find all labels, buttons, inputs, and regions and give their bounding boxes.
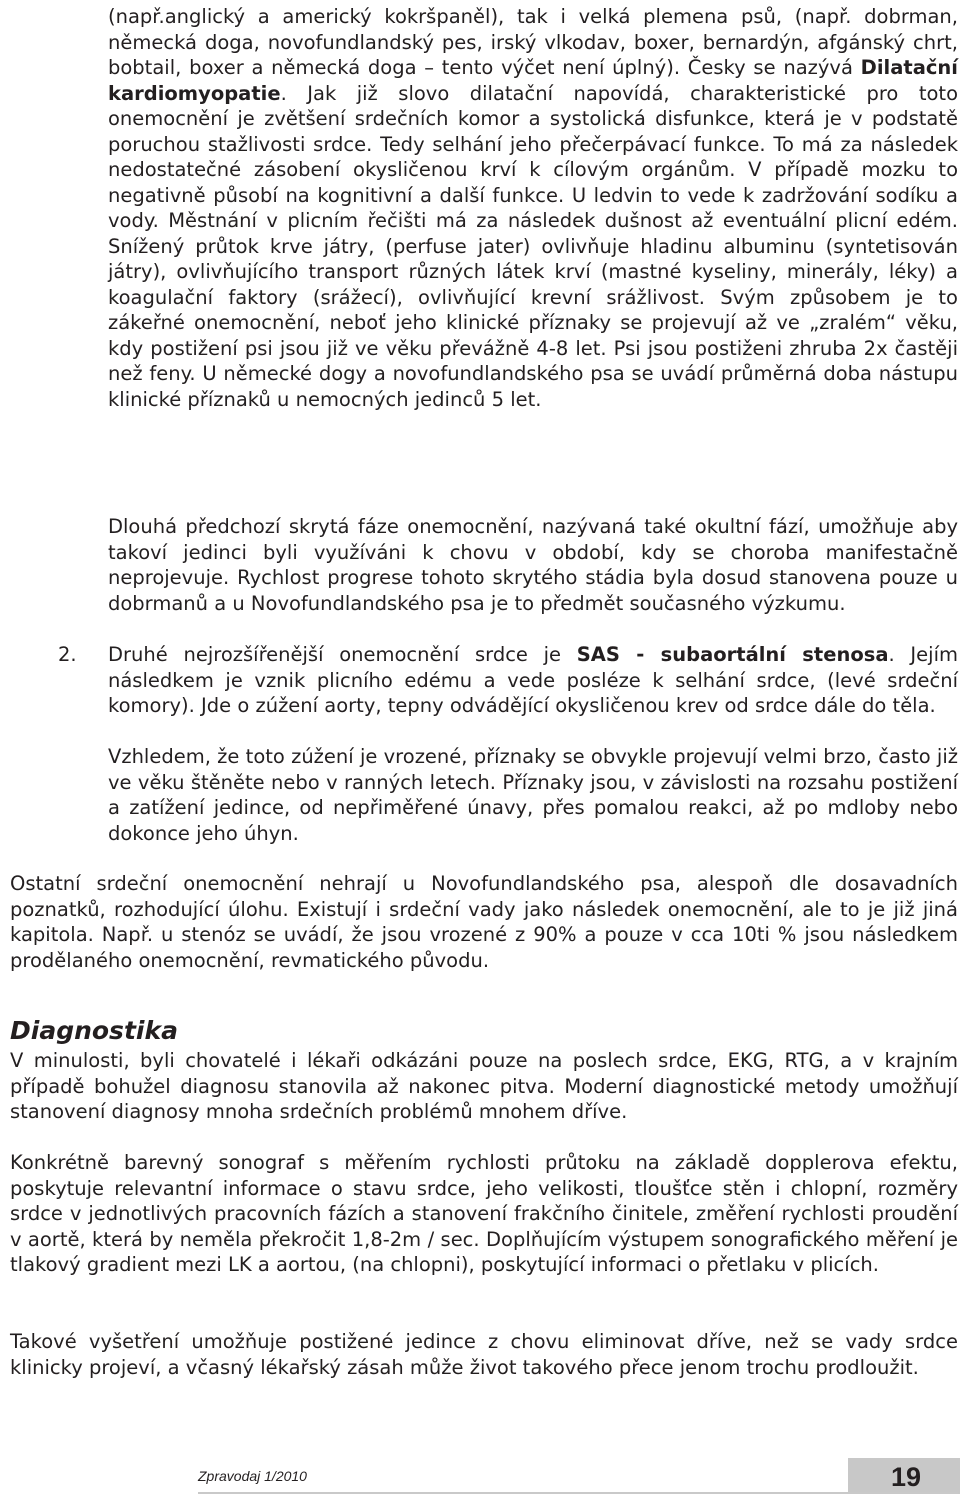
term-sas-subaortalni-stenosa: SAS - subaortální stenosa [576, 643, 889, 666]
paragraph-sas-symptoms [108, 744, 958, 846]
paragraph-text: (např.anglický a americký kokršpaněl), tak i velká plemena psů, (např. dobrman, německá doga, novofundlandský pes, irský vlkodav, boxer, bernardýn, afgánský chrt, bobtail, boxer a německá doga – tento výčet není úplný). Česky se nazývá [108, 5, 958, 79]
page-number: 19 [890, 1462, 922, 1492]
list-item-sas [108, 642, 958, 719]
paragraph-text: Druhé nejrozšířenější onemocnění srdce je [108, 643, 577, 666]
paragraph-conclusion [10, 1329, 958, 1380]
paragraph-text: Ostatní srdeční onemocnění nehrají u Novofundlandského psa, alespoň dle dosavadních poznatků, rozhodující úlohu. Existují i srdeční vady jako následek onemocnění, ale to je již jiná kapitola. Např. u stenóz se uvádí, že jsou vrozené z 90% a pouze v cca 10ti % jsou následkem prodělaného onemocnění, revmatického původu. [10, 872, 958, 972]
term-dilatacni-kardiomyopatie: Dilatační kardiomyopatie [108, 56, 958, 105]
paragraph-text: Takové vyšetření umožňuje postižené jedince z chovu eliminovat dříve, než se vady srdce klinicky projeví, a včasný lékařský zásah může život takového přece jenom trochu prodloužit. [10, 1330, 958, 1379]
paragraph-occult-phase [108, 514, 958, 616]
paragraph-sonography [10, 1150, 958, 1278]
paragraph-text: Dlouhá předchozí skrytá fáze onemocnění, nazývaná také okultní fází, umožňuje aby takoví jedinci byli využíváni k chovu v období, kdy se choroba manifestačně neprojevuje. Rychlost progrese tohoto skrytého stádia byla dosud stanovena pouze u dobrmanů a u Novofundlandského psa je to předmět současného výzkumu. [108, 515, 958, 615]
paragraph-text: V minulosti, byli chovatelé i lékaři odkázáni pouze na poslech srdce, EKG, RTG, a v krajním případě bohužel diagnosu stanovila až nakonec pitva. Moderní diagnostické metody umožňují stanovení diagnosy mnoha srdečních problémů mnohem dříve. [10, 1049, 958, 1123]
paragraph-text: Konkrétně barevný sonograf s měřením rychlosti průtoku na základě dopplerova efektu, poskytuje relevantní informace o stavu srdce, jeho velikosti, tloušťce stěn i chlopní, rozměry srdce v jednotlivých pracovních fázích a stanovení frakčního činitele, změření rychlosti proudění v aortě, která by neměla překročit 1,8-2m / sec. Doplňujícím výstupem sonografického měření je tlakový gradient mezi LK a aortou, (na chlopni), poskytující informaci o přetlaku v plicích. [10, 1151, 958, 1276]
paragraph-text: . Jejím následkem je vznik plicního edému a vede posléze k selhání srdce, (levé srdeční komory). Jde o zúžení aorty, tepny odvádějící okysličenou krev od srdce dále do těla. [108, 643, 958, 717]
paragraph-dilated-cardiomyopathy [108, 4, 958, 412]
paragraph-text: Vzhledem, že toto zúžení je vrozené, příznaky se obvykle projevují velmi brzo, často již ve věku štěněte nebo v ranných letech. Příznaky jsou, v závislosti na rozsahu postižení a zatížení jedince, od nepřiměřené únavy, přes pomalou reakci, až po mdloby nebo dokonce jeho úhyn. [108, 745, 958, 845]
paragraph-text: . Jak již slovo dilatační napovídá, charakteristické pro toto onemocnění je zvětšení srdečních komor a systolická disfunkce, která je v podstatě poruchou stažlivosti srdce. Tedy selhání jeho přečerpávací funkce. To má za následek nedostatečné zásobení okysličenou krví k cílovým orgánům. V případě mozku to negativně působí na kognitivní a další funkce. U ledvin to vede k zadržování sodíku a vody. Městnání v plicním řečišti má za následek dušnost až eventuální plicní edém. Snížený průtok krve játry, (perfuse jater) ovlivňuje hladinu albuminu (syntetisován játry), ovlivňujícího transport různých látek krví (mastné kyseliny, minerály, léky) a koagulační faktory (srážecí), ovlivňující krevní srážlivost. Svým způsobem je to zákeřné onemocnění, neboť jeho klinické příznaky se projevují až ve „zralém“ věku, kdy postižení psi jsou již ve věku převážně 4-8 let. Psi jsou postiženi zhruba 2x častěji než feny. U německé dogy a novofundlandského psa se uvádí průměrná doba nástupu klinické příznaků u nemocných jedinců 5 let. [108, 81, 958, 411]
paragraph-diagnostics-history [10, 1048, 958, 1125]
section-heading-diagnostika: Diagnostika [10, 1016, 178, 1045]
paragraph-other-diseases [10, 871, 958, 973]
footer-rule [198, 1492, 958, 1494]
list-number: 2. [58, 643, 77, 666]
footer-publication: Zpravodaj 1/2010 [198, 1468, 307, 1484]
